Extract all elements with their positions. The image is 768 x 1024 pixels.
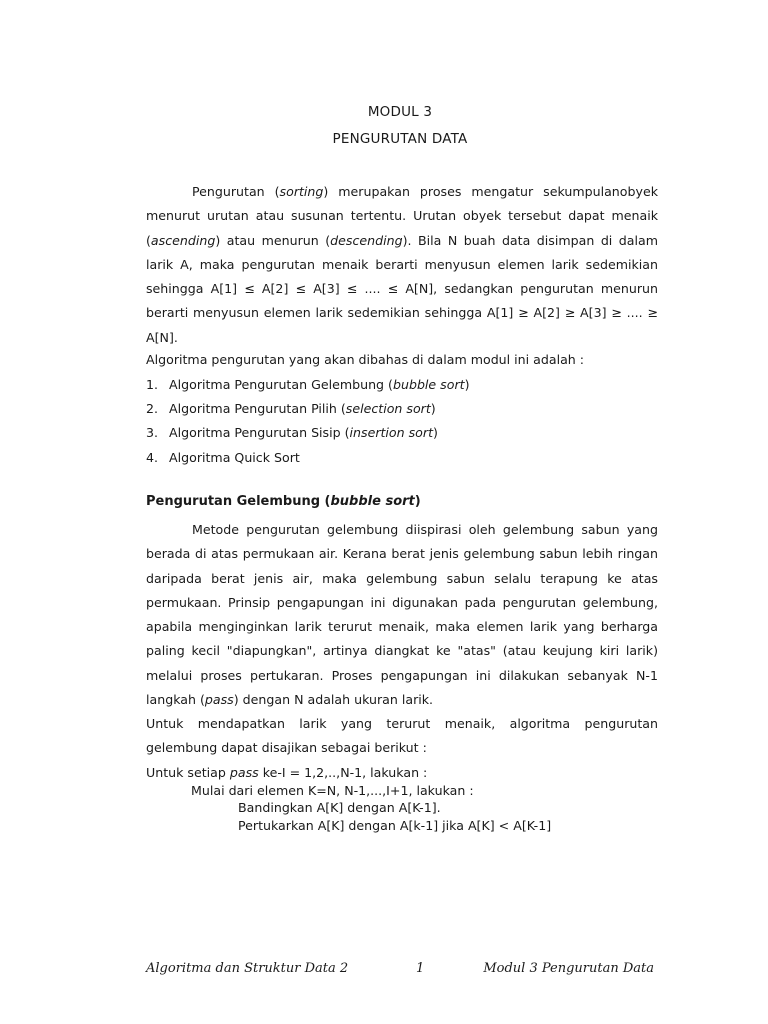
- page-number: 1: [416, 961, 425, 976]
- term-descending: descending: [330, 232, 403, 248]
- algorithm-list: [146, 373, 470, 470]
- intro-text-a: Pengurutan (: [192, 184, 280, 199]
- algorithm-step: Pertukarkan A[K] dengan A[k-1] jika A[K] < A[K-1]: [238, 817, 552, 833]
- module-number: MODUL 3: [367, 104, 433, 120]
- list-item: 1. Algoritma Pengurutan Gelembung (bubble sort): [146, 377, 470, 392]
- module-title: PENGURUTAN DATA: [332, 131, 468, 147]
- algorithm-step: Mulai dari elemen K=N, N-1,...,I+1, lakukan :: [191, 782, 474, 798]
- list-item: 3. Algoritma Pengurutan Sisip (insertion sort): [146, 425, 438, 441]
- algorithm-step: Untuk setiap pass ke-I = 1,2,..,N-1, lakukan :: [146, 765, 428, 780]
- algorithm-step: Bandingkan A[K] dengan A[K-1].: [238, 800, 441, 815]
- intro-paragraph: [146, 180, 658, 350]
- algorithm-steps: [146, 764, 551, 834]
- list-item: 4. Algoritma Quick Sort: [146, 449, 300, 465]
- intro-text-b: ) merupakan proses mengatur sekumpulanobyek menurut urutan atau susunan tertentu. Urutan obyek tersebut dapat menaik (: [146, 184, 658, 248]
- term-pass: pass: [204, 692, 234, 708]
- term-ascending: ascending: [150, 232, 216, 248]
- footer-course: Algoritma dan Struktur Data 2: [146, 961, 349, 976]
- intro-text-c: ) atau menurun (: [215, 232, 331, 248]
- list-intro: Algoritma pengurutan yang akan dibahas di dalam modul ini adalah :: [146, 352, 585, 367]
- term-bubble-sort: bubble sort: [330, 494, 415, 509]
- list-item: 2. Algoritma Pengurutan Pilih (selection sort): [146, 401, 436, 417]
- intro-text-d: ). Bila N buah data disimpan di dalam larik A, maka pengurutan menaik berarti menyusun elemen larik sedemikian sehingga A[1] ≤ A[2] ≤ A[3] ≤ .... ≤ A[N], sedangkan pengurutan menurun berarti menyusun elemen larik sedemikian sehingga A[1] ≥ A[2] ≥ A[3] ≥ .... ≥ A[N].: [146, 232, 659, 345]
- algorithm-intro-paragraph: Untuk mendapatkan larik yang terurut menaik, algoritma pengurutan gelembung dapat disajikan sebagai berikut :: [146, 716, 658, 756]
- section-heading: Pengurutan Gelembung (bubble sort): [146, 494, 421, 509]
- footer-module: Modul 3 Pengurutan Data: [483, 961, 654, 976]
- bubble-paragraph: Metode pengurutan gelembung diispirasi oleh gelembung sabun yang berada di atas permukaan air. Kerana berat jenis gelembung sabun lebih ringan daripada berat jenis air, maka gelembung sabun selalu terapung ke atas permukaan. Prinsip pengapungan ini digunakan pada pengurutan gelembung, apabila menginginkan larik terurut menaik, maka elemen larik yang berharga paling kecil "diapungkan", artinya diangkat ke "atas" (atau keujung kiri larik) melalui proses pertukaran. Proses pengapungan ini dilakukan sebanyak N-1 langkah (pass) dengan N adalah ukuran larik.: [146, 522, 658, 708]
- term-sorting: sorting: [279, 184, 324, 199]
